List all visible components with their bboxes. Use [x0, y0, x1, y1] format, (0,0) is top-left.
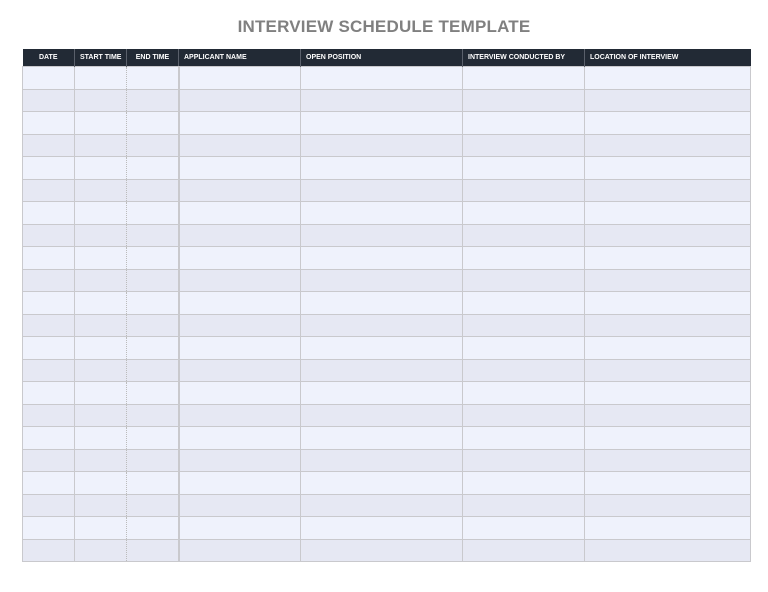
cell-interview-conducted-by[interactable] — [463, 517, 585, 540]
table-row — [23, 224, 751, 247]
table-row — [23, 472, 751, 495]
cell-end-time[interactable] — [127, 89, 179, 112]
cell-end-time[interactable] — [127, 314, 179, 337]
cell-interview-conducted-by[interactable] — [463, 494, 585, 517]
cell-date[interactable] — [23, 67, 75, 90]
cell-end-time[interactable] — [127, 112, 179, 135]
cell-start-time[interactable] — [75, 224, 127, 247]
cell-date[interactable] — [23, 359, 75, 382]
cell-open-position[interactable] — [301, 494, 463, 517]
cell-start-time[interactable] — [75, 247, 127, 270]
cell-location-of-interview[interactable] — [585, 359, 751, 382]
column-header-date: DATE — [23, 49, 75, 67]
table-row — [23, 269, 751, 292]
cell-start-time[interactable] — [75, 292, 127, 315]
cell-end-time[interactable] — [127, 179, 179, 202]
cell-date[interactable] — [23, 247, 75, 270]
column-header-end-time: END TIME — [127, 49, 179, 67]
cell-start-time[interactable] — [75, 157, 127, 180]
cell-open-position[interactable] — [301, 382, 463, 405]
cell-applicant-name[interactable] — [179, 382, 301, 405]
cell-interview-conducted-by[interactable] — [463, 112, 585, 135]
cell-end-time[interactable] — [127, 157, 179, 180]
cell-interview-conducted-by[interactable] — [463, 224, 585, 247]
cell-applicant-name[interactable] — [179, 517, 301, 540]
cell-location-of-interview[interactable] — [585, 67, 751, 90]
cell-applicant-name[interactable] — [179, 539, 301, 562]
cell-date[interactable] — [23, 427, 75, 450]
cell-applicant-name[interactable] — [179, 427, 301, 450]
cell-applicant-name[interactable] — [179, 404, 301, 427]
table-row — [23, 449, 751, 472]
cell-interview-conducted-by[interactable] — [463, 539, 585, 562]
table-row — [23, 314, 751, 337]
table-row — [23, 67, 751, 90]
table-row — [23, 517, 751, 540]
cell-location-of-interview[interactable] — [585, 449, 751, 472]
cell-applicant-name[interactable] — [179, 472, 301, 495]
cell-interview-conducted-by[interactable] — [463, 472, 585, 495]
cell-date[interactable] — [23, 337, 75, 360]
cell-location-of-interview[interactable] — [585, 269, 751, 292]
cell-applicant-name[interactable] — [179, 292, 301, 315]
cell-open-position[interactable] — [301, 224, 463, 247]
cell-applicant-name[interactable] — [179, 247, 301, 270]
cell-interview-conducted-by[interactable] — [463, 202, 585, 225]
column-header-applicant-name: APPLICANT NAME — [179, 49, 301, 67]
table-row — [23, 539, 751, 562]
cell-date[interactable] — [23, 269, 75, 292]
table-row — [23, 134, 751, 157]
cell-date[interactable] — [23, 112, 75, 135]
cell-applicant-name[interactable] — [179, 269, 301, 292]
cell-open-position[interactable] — [301, 269, 463, 292]
cell-end-time[interactable] — [127, 472, 179, 495]
cell-interview-conducted-by[interactable] — [463, 134, 585, 157]
cell-start-time[interactable] — [75, 202, 127, 225]
table-row — [23, 292, 751, 315]
cell-interview-conducted-by[interactable] — [463, 157, 585, 180]
cell-date[interactable] — [23, 89, 75, 112]
cell-open-position[interactable] — [301, 179, 463, 202]
cell-end-time[interactable] — [127, 382, 179, 405]
table-row — [23, 202, 751, 225]
cell-applicant-name[interactable] — [179, 134, 301, 157]
cell-open-position[interactable] — [301, 539, 463, 562]
table-row — [23, 89, 751, 112]
cell-location-of-interview[interactable] — [585, 404, 751, 427]
cell-end-time[interactable] — [127, 269, 179, 292]
cell-end-time[interactable] — [127, 494, 179, 517]
cell-end-time[interactable] — [127, 337, 179, 360]
cell-end-time[interactable] — [127, 247, 179, 270]
cell-start-time[interactable] — [75, 382, 127, 405]
cell-start-time[interactable] — [75, 517, 127, 540]
cell-date[interactable] — [23, 292, 75, 315]
cell-interview-conducted-by[interactable] — [463, 359, 585, 382]
cell-location-of-interview[interactable] — [585, 247, 751, 270]
cell-applicant-name[interactable] — [179, 89, 301, 112]
cell-interview-conducted-by[interactable] — [463, 247, 585, 270]
cell-applicant-name[interactable] — [179, 449, 301, 472]
cell-open-position[interactable] — [301, 472, 463, 495]
cell-interview-conducted-by[interactable] — [463, 449, 585, 472]
cell-interview-conducted-by[interactable] — [463, 427, 585, 450]
cell-interview-conducted-by[interactable] — [463, 382, 585, 405]
cell-start-time[interactable] — [75, 314, 127, 337]
cell-location-of-interview[interactable] — [585, 517, 751, 540]
cell-end-time[interactable] — [127, 539, 179, 562]
cell-end-time[interactable] — [127, 404, 179, 427]
cell-location-of-interview[interactable] — [585, 472, 751, 495]
cell-applicant-name[interactable] — [179, 112, 301, 135]
cell-start-time[interactable] — [75, 67, 127, 90]
cell-date[interactable] — [23, 134, 75, 157]
column-header-location-of-interview: LOCATION OF INTERVIEW — [585, 49, 751, 67]
cell-end-time[interactable] — [127, 134, 179, 157]
cell-open-position[interactable] — [301, 89, 463, 112]
cell-end-time[interactable] — [127, 292, 179, 315]
table-row — [23, 427, 751, 450]
cell-date[interactable] — [23, 382, 75, 405]
cell-start-time[interactable] — [75, 337, 127, 360]
cell-start-time[interactable] — [75, 112, 127, 135]
cell-end-time[interactable] — [127, 67, 179, 90]
cell-start-time[interactable] — [75, 179, 127, 202]
header-row — [23, 49, 751, 67]
cell-start-time[interactable] — [75, 134, 127, 157]
cell-end-time[interactable] — [127, 427, 179, 450]
page-title: INTERVIEW SCHEDULE TEMPLATE — [237, 17, 531, 36]
cell-start-time[interactable] — [75, 449, 127, 472]
cell-interview-conducted-by[interactable] — [463, 314, 585, 337]
cell-start-time[interactable] — [75, 89, 127, 112]
cell-date[interactable] — [23, 494, 75, 517]
cell-location-of-interview[interactable] — [585, 112, 751, 135]
table-row — [23, 382, 751, 405]
cell-date[interactable] — [23, 539, 75, 562]
table-row — [23, 247, 751, 270]
table-row — [23, 359, 751, 382]
cell-applicant-name[interactable] — [179, 202, 301, 225]
cell-start-time[interactable] — [75, 269, 127, 292]
cell-open-position[interactable] — [301, 427, 463, 450]
cell-start-time[interactable] — [75, 539, 127, 562]
cell-open-position[interactable] — [301, 314, 463, 337]
cell-start-time[interactable] — [75, 404, 127, 427]
cell-interview-conducted-by[interactable] — [463, 269, 585, 292]
cell-applicant-name[interactable] — [179, 157, 301, 180]
table-row — [23, 337, 751, 360]
cell-location-of-interview[interactable] — [585, 179, 751, 202]
cell-open-position[interactable] — [301, 247, 463, 270]
cell-open-position[interactable] — [301, 404, 463, 427]
cell-applicant-name[interactable] — [179, 224, 301, 247]
cell-date[interactable] — [23, 157, 75, 180]
cell-date[interactable] — [23, 179, 75, 202]
cell-start-time[interactable] — [75, 359, 127, 382]
cell-open-position[interactable] — [301, 134, 463, 157]
cell-interview-conducted-by[interactable] — [463, 67, 585, 90]
cell-location-of-interview[interactable] — [585, 89, 751, 112]
cell-applicant-name[interactable] — [179, 359, 301, 382]
cell-interview-conducted-by[interactable] — [463, 179, 585, 202]
cell-location-of-interview[interactable] — [585, 292, 751, 315]
cell-end-time[interactable] — [127, 359, 179, 382]
cell-date[interactable] — [23, 517, 75, 540]
cell-applicant-name[interactable] — [179, 494, 301, 517]
cell-open-position[interactable] — [301, 202, 463, 225]
table-row — [23, 494, 751, 517]
cell-location-of-interview[interactable] — [585, 202, 751, 225]
cell-start-time[interactable] — [75, 472, 127, 495]
cell-location-of-interview[interactable] — [585, 539, 751, 562]
cell-date[interactable] — [23, 202, 75, 225]
table-row — [23, 179, 751, 202]
cell-end-time[interactable] — [127, 202, 179, 225]
cell-location-of-interview[interactable] — [585, 224, 751, 247]
cell-open-position[interactable] — [301, 112, 463, 135]
cell-end-time[interactable] — [127, 449, 179, 472]
cell-open-position[interactable] — [301, 337, 463, 360]
cell-date[interactable] — [23, 449, 75, 472]
cell-interview-conducted-by[interactable] — [463, 292, 585, 315]
cell-open-position[interactable] — [301, 517, 463, 540]
cell-applicant-name[interactable] — [179, 314, 301, 337]
cell-interview-conducted-by[interactable] — [463, 89, 585, 112]
column-header-interview-conducted-by: INTERVIEW CONDUCTED BY — [463, 49, 585, 67]
cell-open-position[interactable] — [301, 67, 463, 90]
cell-start-time[interactable] — [75, 427, 127, 450]
cell-location-of-interview[interactable] — [585, 157, 751, 180]
cell-end-time[interactable] — [127, 517, 179, 540]
cell-location-of-interview[interactable] — [585, 382, 751, 405]
cell-start-time[interactable] — [75, 494, 127, 517]
table-row — [23, 404, 751, 427]
interview-schedule-table — [22, 49, 751, 562]
cell-date[interactable] — [23, 224, 75, 247]
cell-open-position[interactable] — [301, 292, 463, 315]
cell-open-position[interactable] — [301, 157, 463, 180]
cell-location-of-interview[interactable] — [585, 427, 751, 450]
cell-location-of-interview[interactable] — [585, 314, 751, 337]
cell-open-position[interactable] — [301, 449, 463, 472]
cell-open-position[interactable] — [301, 359, 463, 382]
cell-applicant-name[interactable] — [179, 179, 301, 202]
column-header-start-time: START TIME — [75, 49, 127, 67]
cell-applicant-name[interactable] — [179, 67, 301, 90]
cell-interview-conducted-by[interactable] — [463, 404, 585, 427]
table-row — [23, 157, 751, 180]
cell-date[interactable] — [23, 404, 75, 427]
cell-applicant-name[interactable] — [179, 337, 301, 360]
cell-location-of-interview[interactable] — [585, 494, 751, 517]
cell-date[interactable] — [23, 314, 75, 337]
cell-date[interactable] — [23, 472, 75, 495]
cell-interview-conducted-by[interactable] — [463, 337, 585, 360]
cell-location-of-interview[interactable] — [585, 134, 751, 157]
column-header-open-position: OPEN POSITION — [301, 49, 463, 67]
cell-end-time[interactable] — [127, 224, 179, 247]
table-row — [23, 112, 751, 135]
cell-location-of-interview[interactable] — [585, 337, 751, 360]
